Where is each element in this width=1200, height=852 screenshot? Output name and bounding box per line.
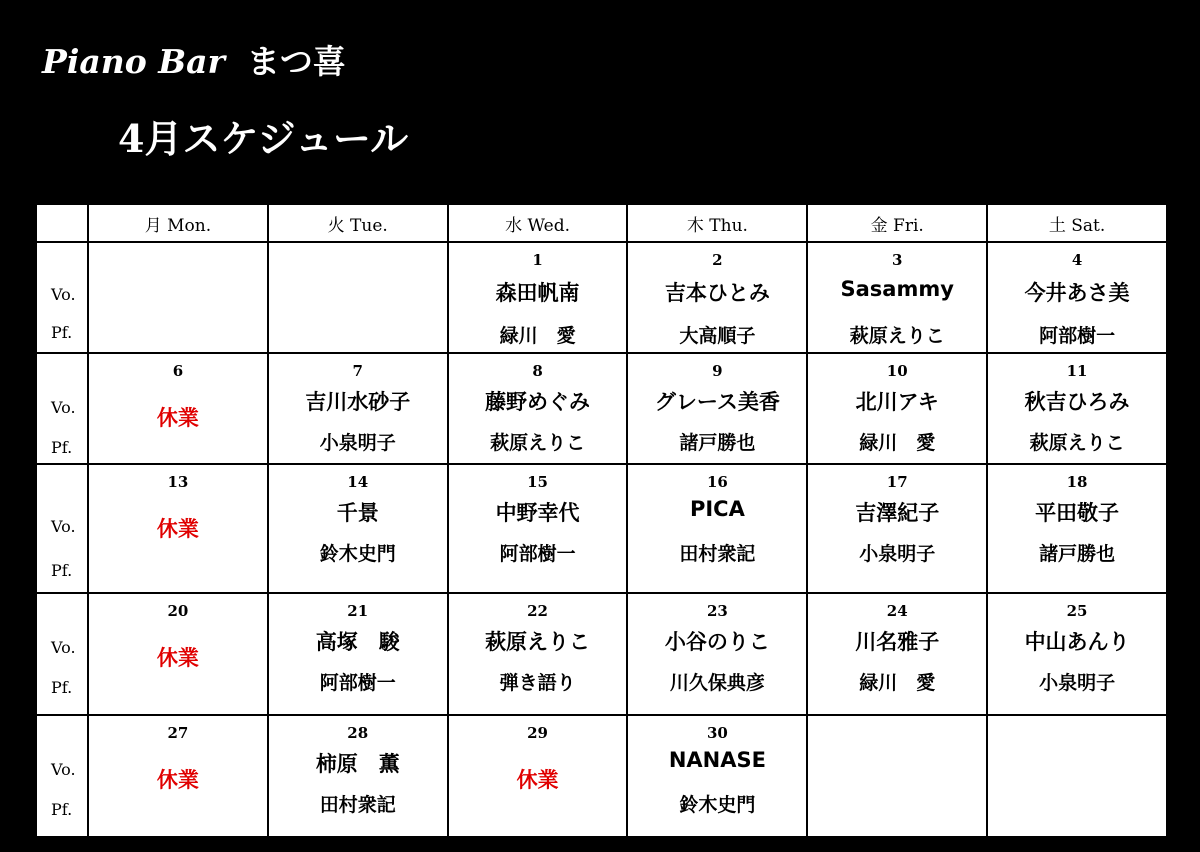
day-number: 30	[706, 724, 728, 742]
vocal-label: Vo.	[51, 517, 76, 536]
day-cell	[448, 464, 628, 593]
row-label-cell	[36, 353, 88, 464]
pianist-name: 阿部樹一	[1039, 325, 1116, 347]
day-number: 2	[712, 251, 723, 269]
brand-title	[42, 36, 346, 83]
day-number: 18	[1066, 473, 1088, 491]
day-cell	[268, 593, 448, 715]
day-cell	[627, 242, 807, 353]
day-number: 16	[706, 473, 728, 491]
day-cell	[88, 353, 268, 464]
day-number: 15	[527, 473, 548, 491]
day-cell	[88, 715, 268, 837]
day-cell	[268, 242, 448, 353]
day-cell	[448, 593, 628, 715]
closed-label: 休業	[156, 768, 199, 792]
pianist-name: 諸戸勝也	[679, 432, 756, 454]
pianist-name: 小泉明子	[859, 543, 936, 565]
pianist-name: 萩原えりこ	[849, 325, 945, 347]
day-number: 8	[532, 362, 543, 380]
schedule-calendar	[35, 203, 1168, 838]
piano-label: Pf.	[51, 800, 73, 819]
week-row	[36, 715, 1167, 837]
pianist-name: 緑川 愛	[859, 432, 936, 454]
day-cell	[987, 464, 1167, 593]
day-number: 3	[892, 251, 903, 269]
vocal-label: Vo.	[51, 285, 76, 304]
pianist-name: 大高順子	[679, 325, 756, 347]
vocalist-name: 高塚 駿	[315, 630, 400, 654]
vocalist-name: 川名雅子	[855, 630, 940, 654]
day-number: 1	[532, 251, 543, 269]
vocalist-name: 吉川水砂子	[305, 390, 411, 414]
piano-label: Pf.	[51, 323, 73, 342]
day-cell	[807, 353, 987, 464]
weekday-tue: 火 Tue.	[268, 204, 448, 242]
vocalist-name: Sasammy	[840, 277, 954, 301]
week-row	[36, 242, 1167, 353]
day-number: 22	[527, 602, 548, 620]
vocalist-name: 北川アキ	[855, 390, 939, 414]
day-cell	[807, 593, 987, 715]
day-cell	[88, 593, 268, 715]
day-cell	[627, 353, 807, 464]
pianist-name: 田村衆記	[679, 543, 756, 565]
weekday-sat: 土 Sat.	[987, 204, 1167, 242]
week-row	[36, 353, 1167, 464]
closed-label: 休業	[156, 406, 199, 430]
vocalist-name: 藤野めぐみ	[485, 390, 591, 414]
day-cell	[987, 242, 1167, 353]
pianist-name: 鈴木史門	[679, 794, 756, 816]
day-number: 7	[352, 362, 363, 380]
pianist-name: 阿部樹一	[319, 672, 396, 694]
vocal-label: Vo.	[51, 760, 76, 779]
pianist-name: 小泉明子	[319, 432, 396, 454]
pianist-name: 萩原えりこ	[1029, 432, 1125, 454]
vocalist-name: PICA	[689, 497, 745, 521]
vocalist-name: 中野幸代	[495, 501, 580, 525]
piano-label: Pf.	[51, 678, 73, 697]
row-label-cell	[36, 242, 88, 353]
day-number: 23	[706, 602, 728, 620]
corner-cell	[36, 204, 88, 242]
brand-jp: まつ喜	[246, 42, 346, 81]
closed-label: 休業	[516, 768, 559, 792]
vocal-label: Vo.	[51, 398, 76, 417]
vocal-label: Vo.	[51, 638, 76, 657]
vocalist-name: 吉本ひとみ	[664, 281, 770, 305]
vocalist-name: 今井あさ美	[1024, 281, 1130, 305]
day-number: 14	[347, 473, 369, 491]
day-number: 4	[1071, 251, 1083, 269]
day-cell	[88, 242, 268, 353]
vocalist-name: 萩原えりこ	[485, 630, 591, 654]
day-number: 27	[167, 724, 189, 742]
pianist-name: 小泉明子	[1039, 672, 1116, 694]
day-cell	[807, 715, 987, 837]
day-cell	[448, 353, 628, 464]
vocalist-name: 平田敬子	[1035, 501, 1120, 525]
weekday-fri: 金 Fri.	[807, 204, 987, 242]
day-cell	[448, 242, 628, 353]
day-cell	[627, 593, 807, 715]
vocalist-name: グレース美香	[654, 390, 780, 414]
weekday-header-row	[36, 204, 1167, 242]
pianist-name: 緑川 愛	[499, 325, 576, 347]
day-number: 29	[527, 724, 548, 742]
weekday-mon: 月 Mon.	[88, 204, 268, 242]
day-number: 20	[167, 602, 189, 620]
pianist-name: 諸戸勝也	[1039, 543, 1116, 565]
vocalist-name: 小谷のりこ	[664, 630, 770, 654]
day-number: 11	[1066, 362, 1088, 380]
day-number: 25	[1066, 602, 1088, 620]
day-cell	[987, 715, 1167, 837]
day-number: 9	[712, 362, 723, 380]
day-cell	[627, 715, 807, 837]
closed-label: 休業	[156, 646, 199, 670]
day-number: 24	[886, 602, 908, 620]
day-cell	[987, 353, 1167, 464]
day-cell	[448, 715, 628, 837]
vocalist-name: 森田帆南	[495, 281, 580, 305]
piano-label: Pf.	[51, 561, 73, 580]
vocalist-name: 中山あんり	[1024, 630, 1130, 654]
day-number: 17	[886, 473, 908, 491]
pianist-name: 田村衆記	[319, 794, 396, 816]
pianist-name: 萩原えりこ	[490, 432, 586, 454]
brand-latin: Piano Bar	[42, 42, 225, 81]
day-cell	[807, 242, 987, 353]
pianist-name: 阿部樹一	[499, 543, 576, 565]
day-cell	[268, 715, 448, 837]
weekday-wed: 水 Wed.	[448, 204, 628, 242]
week-row	[36, 464, 1167, 593]
closed-label: 休業	[156, 517, 199, 541]
day-number: 10	[886, 362, 908, 380]
week-row	[36, 593, 1167, 715]
schedule-title: 4月スケジュール	[118, 116, 409, 161]
vocalist-name: 柿原 薫	[315, 752, 400, 776]
pianist-name: 鈴木史門	[319, 543, 396, 565]
vocalist-name: 吉澤紀子	[855, 501, 940, 525]
day-cell	[987, 593, 1167, 715]
day-cell	[627, 464, 807, 593]
pianist-name: 弾き語り	[499, 672, 576, 694]
vocalist-name: NANASE	[668, 748, 766, 772]
pianist-name: 川久保典彦	[669, 672, 765, 694]
day-number: 6	[172, 362, 184, 380]
weekday-thu: 木 Thu.	[627, 204, 807, 242]
row-label-cell	[36, 593, 88, 715]
pianist-name: 緑川 愛	[859, 672, 936, 694]
day-cell	[268, 464, 448, 593]
vocalist-name: 千景	[336, 501, 379, 525]
day-number: 21	[347, 602, 369, 620]
piano-label: Pf.	[51, 438, 73, 457]
row-label-cell	[36, 715, 88, 837]
day-cell	[268, 353, 448, 464]
vocalist-name: 秋吉ひろみ	[1024, 390, 1130, 414]
day-cell	[807, 464, 987, 593]
day-cell	[88, 464, 268, 593]
row-label-cell	[36, 464, 88, 593]
day-number: 28	[347, 724, 369, 742]
day-number: 13	[167, 473, 189, 491]
